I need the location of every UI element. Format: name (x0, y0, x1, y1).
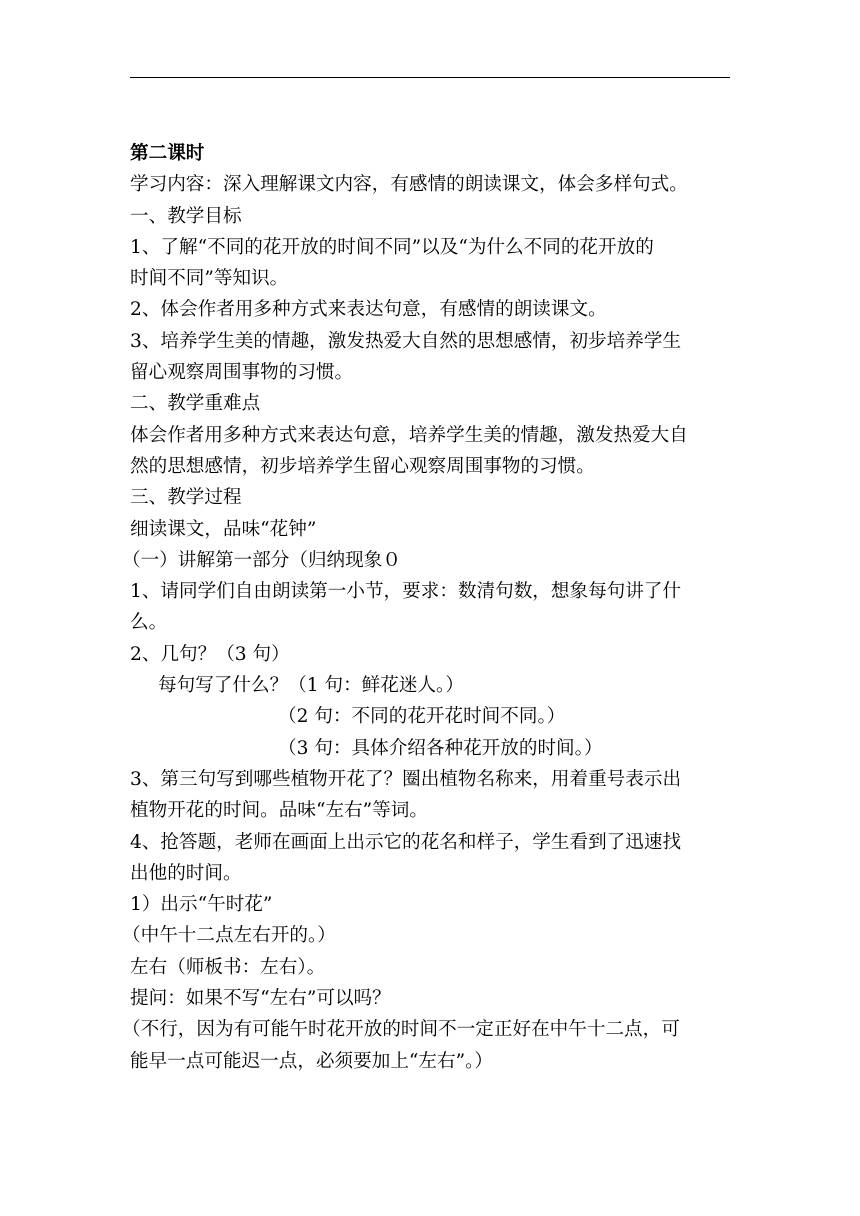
goal-1-line-1: 1、了解“不同的花开放的时间不同”以及“为什么不同的花开放的 (130, 236, 654, 258)
heading-key-points: 二、教学重难点 (130, 393, 261, 415)
goal-3-line-1: 3、培养学生美的情趣，激发热爱大自然的思想感情，初步培养学生 (130, 330, 682, 352)
step-2-question: 每句写了什么？（1 句：鲜花迷人。） (158, 675, 464, 697)
step-2-answer-3: （3 句：具体介绍各种花开放的时间。） (278, 737, 603, 759)
explanation-line-1: （不行，因为有可能午时花开放的时间不一定正好在中午十二点，可 (122, 1019, 680, 1041)
step-4-line-1: 4、抢答题，老师在画面上出示它的花名和样子，学生看到了迅速找 (130, 831, 682, 853)
step-4-line-2: 出他的时间。 (130, 862, 242, 884)
show-flower-line: 1）出示“午时花” (130, 894, 273, 916)
heading-teaching-process: 三、教学过程 (130, 487, 242, 509)
section-title: 第二课时 (130, 143, 205, 164)
goal-3-line-2: 留心观察周围事物的习惯。 (130, 362, 354, 384)
header-rule (130, 77, 730, 78)
key-points-line-2: 然的思想感情，初步培养学生留心观察周围事物的习惯。 (130, 455, 595, 477)
step-1-line-1: 1、请同学们自由朗读第一小节，要求：数清句数，想象每句讲了什 (130, 581, 682, 603)
goal-2-line: 2、体会作者用多种方式来表达句意，有感情的朗读课文。 (130, 299, 607, 321)
heading-teaching-goals: 一、教学目标 (130, 205, 242, 227)
board-note-line: 左右（师板书：左右）。 (130, 956, 326, 978)
document-body (122, 138, 730, 1077)
part-one-heading: （一）讲解第一部分（归纳现象０ (122, 549, 401, 571)
key-points-line-1: 体会作者用多种方式来表达句意，培养学生美的情趣，激发热爱大自 (130, 424, 688, 446)
process-intro-line: 细读课文，品味“花钟” (130, 518, 317, 540)
step-3-line-1: 3、第三句写到哪些植物开花了？圈出植物名称来，用着重号表示出 (130, 768, 682, 790)
step-2-line: 2、几句？（3 句） (130, 643, 290, 665)
flower-answer-line: （中午十二点左右开的。） (122, 925, 336, 947)
step-3-line-2: 植物开花的时间。品味“左右”等词。 (130, 800, 428, 822)
explanation-line-2: 能早一点可能迟一点，必须要加上“左右”。） (130, 1050, 493, 1072)
step-1-line-2: 么。 (130, 612, 168, 634)
step-2-answer-2: （2 句：不同的花开花时间不同。） (278, 706, 566, 728)
goal-1-line-2: 时间不同”等知识。 (130, 268, 289, 290)
learning-content-line: 学习内容：深入理解课文内容，有感情的朗读课文，体会多样句式。 (130, 174, 688, 196)
question-line: 提问：如果不写“左右”可以吗？ (130, 988, 391, 1010)
